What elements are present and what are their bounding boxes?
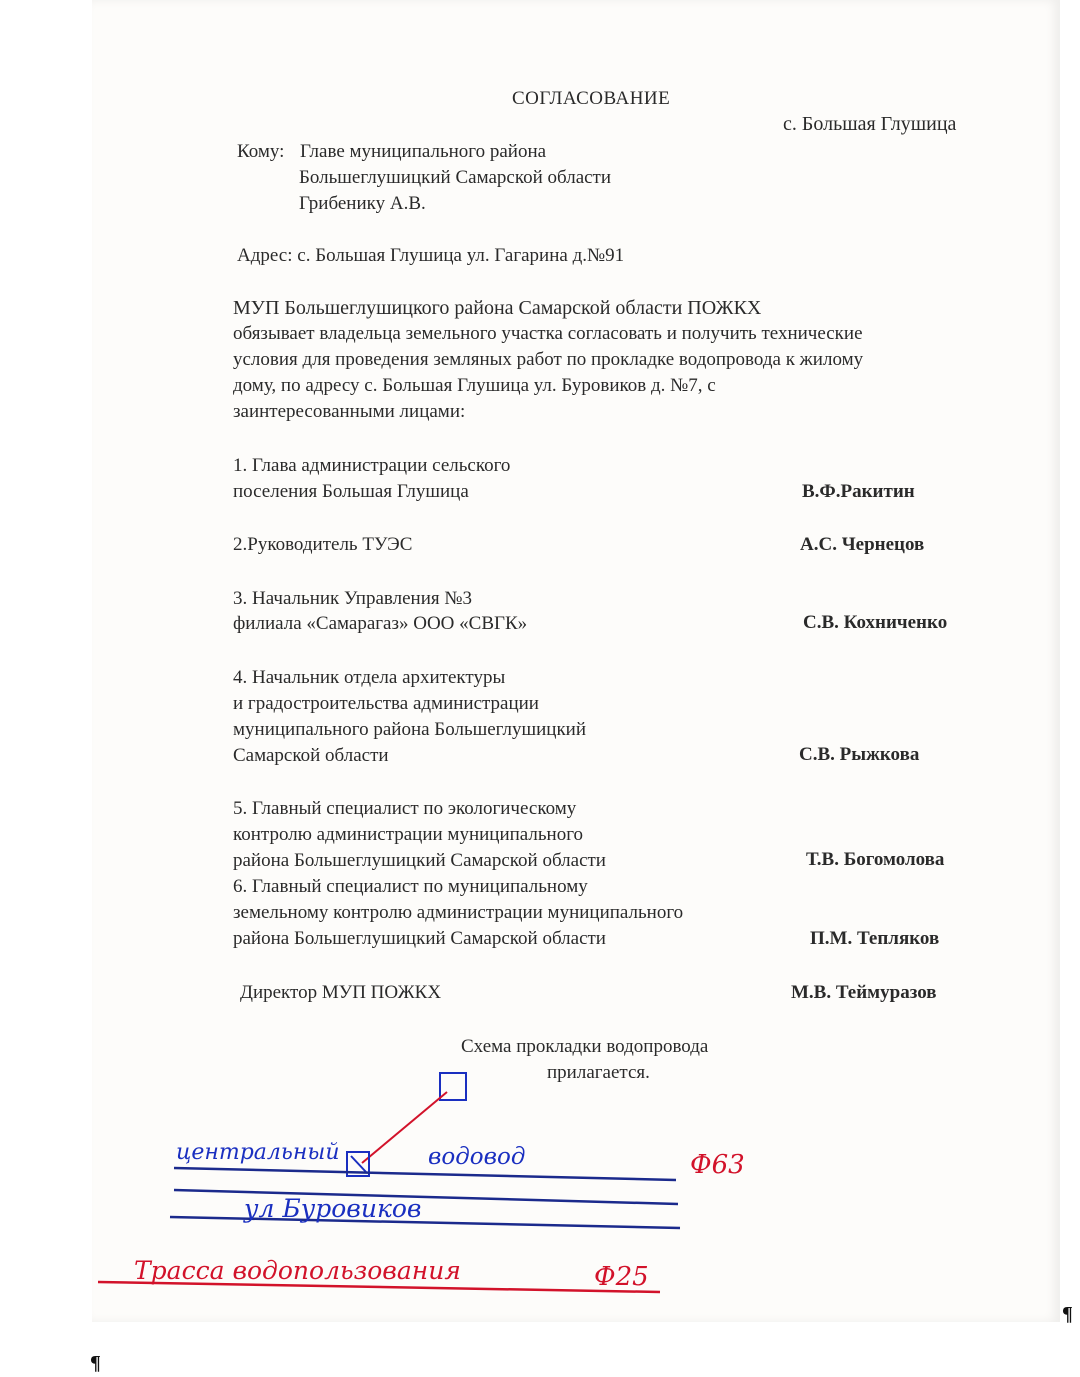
sketch-route-label: Трасса водопользования: [134, 1256, 461, 1285]
recipient-line-2: Большеглушицкий Самарской области: [299, 167, 612, 188]
item-1-name: В.Ф.Ракитин: [802, 481, 915, 502]
body-line: заинтересованными лицами:: [233, 401, 466, 422]
item-4-line: и градостроительства администрации: [233, 693, 539, 714]
director-label: Директор МУП ПОЖКХ: [240, 982, 442, 1003]
address-line: Адрес: с. Большая Глушица ул. Гагарина д.№91: [237, 245, 625, 266]
item-3-line: 3. Начальник Управления №3: [233, 588, 472, 609]
item-4-name: С.В. Рыжкова: [799, 744, 920, 765]
item-2-name: А.С. Чернецов: [800, 534, 925, 555]
item-3-name: С.В. Кохниченко: [803, 612, 948, 633]
recipient-line-3: Грибенику А.В.: [299, 193, 426, 214]
item-4-line: 4. Начальник отдела архитектуры: [233, 667, 506, 688]
pilcrow-mark: ¶: [1062, 1303, 1073, 1325]
document-title: СОГЛАСОВАНИЕ: [512, 88, 671, 109]
body-line: условия для проведения земляных работ по прокладке водопровода к жилому: [233, 349, 864, 370]
sketch-label-water-main: водовод: [428, 1144, 526, 1170]
scheme-note-line: прилагается.: [547, 1062, 650, 1083]
connection-point-mark: [351, 1156, 366, 1172]
sketch-diameter-route: Ф25: [594, 1262, 649, 1292]
item-5-line: контролю администрации муниципального: [233, 824, 584, 845]
item-5-name: Т.В. Богомолова: [806, 849, 945, 870]
body-line: МУП Большеглушицкого района Самарской области ПОЖКХ: [233, 297, 762, 319]
item-5-line: района Большеглушицкий Самарской области: [233, 850, 606, 871]
body-line: дому, по адресу с. Большая Глушица ул. Буровиков д. №7, с: [233, 375, 716, 396]
item-3-line: филиала «Самарагаз» ООО «СВГК»: [233, 613, 528, 634]
item-5-line: 5. Главный специалист по экологическому: [233, 798, 577, 819]
sketch-diameter-main: Ф63: [690, 1150, 745, 1180]
document-place: с. Большая Глушица: [783, 113, 957, 135]
item-2-line: 2.Руководитель ТУЭС: [233, 534, 413, 555]
item-6-line: района Большеглушицкий Самарской области: [233, 928, 606, 949]
pilcrow-mark: ¶: [90, 1352, 101, 1374]
recipient-label: Кому:: [237, 141, 285, 162]
item-6-name: П.М. Тепляков: [810, 928, 940, 949]
sketch-label-central: центральный: [176, 1140, 340, 1165]
item-4-line: муниципального района Большеглушицкий: [233, 719, 587, 740]
recipient-line-1: Главе муниципального района: [300, 141, 547, 162]
sketch-street-label: ул Буровиков: [244, 1194, 422, 1223]
house-number-box: [440, 1073, 466, 1100]
item-6-line: 6. Главный специалист по муниципальному: [233, 876, 588, 897]
central-water-main-line: [174, 1168, 676, 1180]
director-name: М.В. Теймуразов: [791, 982, 937, 1003]
item-6-line: земельному контролю администрации муниципального: [233, 902, 684, 923]
scheme-note-line: Схема прокладки водопровода: [461, 1036, 709, 1057]
item-1-line: 1. Глава администрации сельского: [233, 455, 511, 476]
item-4-line: Самарской области: [233, 745, 389, 766]
body-line: обязывает владельца земельного участка согласовать и получить технические: [233, 323, 863, 344]
item-1-line: поселения Большая Глушица: [233, 481, 469, 502]
